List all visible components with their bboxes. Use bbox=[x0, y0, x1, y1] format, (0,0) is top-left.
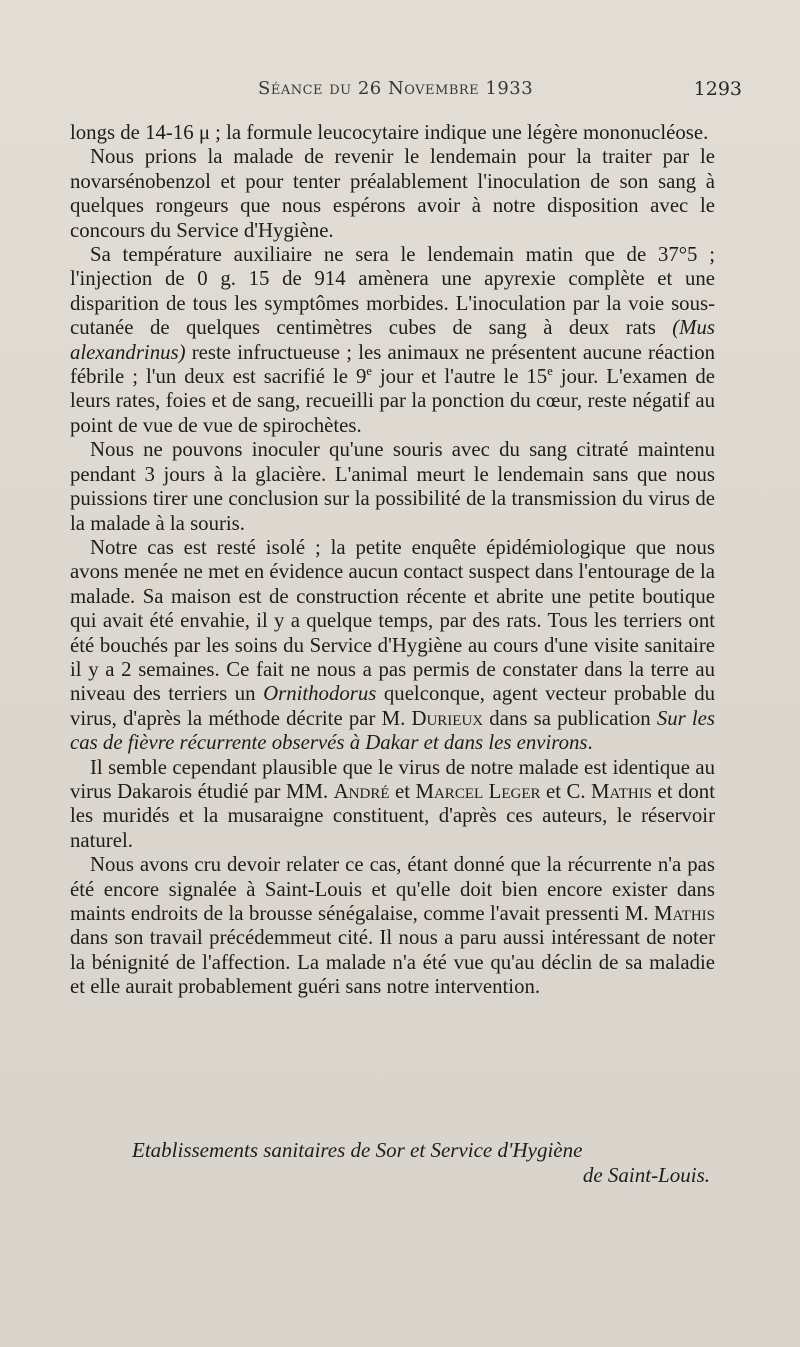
paragraph-3-text-b: reste infructueuse ; les animaux ne présentent aucune réaction fébrile ; l'un deux est sacrifié le 9 bbox=[70, 340, 715, 389]
signature-block bbox=[70, 1138, 715, 1188]
author-name: Durieux bbox=[411, 706, 484, 730]
paragraph-5-text-c: dans sa publication bbox=[483, 706, 657, 730]
paragraph-3-text-c: jour et l'autre le 15 bbox=[371, 365, 548, 389]
genus-name: Ornithodorus bbox=[263, 682, 377, 706]
page-number: 1293 bbox=[693, 78, 742, 100]
paragraph-7-text-a: Nous avons cru devoir relater ce cas, étant donné que la récurrente n'a pas été encore signalée à Saint-Louis et qu'elle doit bien encore exister dans maints endroits de la brousse sénégalaise, comme l'avait pressenti M. bbox=[70, 853, 715, 925]
species-name: (Mus alexandrinus) bbox=[70, 316, 715, 364]
paragraph-5-text-a: Notre cas est resté isolé ; la petite enquête épidémiologique que nous avons menée ne met en évidence aucun contact suspect dans l'entourage de la malade. Sa maison est de construction récente et abrite une petite boutique qui avait été envahie, il y a quelque temps, par des rats. Tous les terriers ont été bouchés par les soins du Service d'Hygiène au cours d'une visite sanitaire il y a 2 semaines. Ce fait ne nous a pas permis de constater dans la terre au niveau des terriers un bbox=[70, 535, 715, 706]
running-head bbox=[0, 78, 800, 108]
paragraph-3 bbox=[70, 243, 715, 438]
paragraph-6-text-d: et dont les muridés et la musaraigne constituent, d'après ces auteurs, le réservoir naturel. bbox=[70, 779, 715, 852]
paragraph-3-text-a: Sa température auxiliaire ne sera le lendemain matin que de 37°5 ; l'injection de 0 g. 15 de 914 amènera une apyrexie complète et une disparition de tous les symptômes morbides. L'inoculation par la voie sous-cutanée de quelques centimètres cubes de sang à deux rats bbox=[70, 243, 715, 340]
author-name: André bbox=[333, 779, 390, 803]
running-title: Séance du 26 Novembre 1933 bbox=[258, 78, 534, 99]
paragraph-2: Nous prions la malade de revenir le lendemain pour la traiter par le novarsénobenzol et pour tenter préalablement l'inoculation de son sang à quelques rongeurs que nous espérons avoir à notre disposition avec le concours du Service d'Hygiène. bbox=[70, 145, 715, 242]
paragraph-1: longs de 14-16 μ ; la formule leucocytaire indique une légère mononucléose. bbox=[70, 121, 709, 144]
paragraph-6 bbox=[70, 756, 715, 854]
paragraph-4: Nous ne pouvons inoculer qu'une souris avec du sang citraté maintenu pendant 3 jours à la glacière. L'animal meurt le lendemain sans que nous puissions tirer une conclusion sur la possibilité de la transmission du virus de la malade à la souris. bbox=[70, 438, 715, 535]
paragraph-3-text-d: jour. L'examen de leurs rates, foies et de sang, recueilli par la ponction du cœur, reste négatif au point de vue de vue de spirochètes. bbox=[70, 365, 716, 437]
paragraph-5 bbox=[70, 536, 715, 756]
author-name: Mathis bbox=[591, 779, 653, 803]
ordinal-suffix: e bbox=[547, 364, 553, 379]
paragraph-7 bbox=[70, 853, 715, 999]
author-name: Marcel Leger bbox=[415, 779, 541, 803]
signature-location: de Saint-Louis. bbox=[582, 1163, 710, 1187]
paragraph-6-text-a: Il semble cependant plausible que le virus de notre malade est identique au virus Dakarois étudié par MM. bbox=[70, 755, 715, 803]
author-name: Mathis bbox=[654, 902, 715, 925]
publication-title: Sur les cas de fièvre récurrente observés à Dakar et dans les environs bbox=[70, 706, 716, 755]
paragraph-5-text-d: . bbox=[587, 731, 593, 755]
ordinal-suffix: e bbox=[366, 364, 372, 379]
article-body bbox=[70, 121, 715, 1000]
paragraph-6-text-b: et bbox=[389, 779, 416, 803]
paragraph-5-text-b: quelconque, agent vecteur probable du virus, d'après la méthode décrite par M. bbox=[70, 682, 715, 730]
signature-institution: Etablissements sanitaires de Sor et Service d'Hygiène bbox=[132, 1138, 583, 1162]
paragraph-7-text-b: dans son travail précédemmeut cité. Il nous a paru aussi intéressant de noter la bénignité de l'affection. La malade n'a été vue qu'au déclin de sa maladie et elle aurait probablement guéri sans notre intervention. bbox=[70, 926, 715, 999]
paragraph-6-text-c: et C. bbox=[540, 779, 592, 803]
